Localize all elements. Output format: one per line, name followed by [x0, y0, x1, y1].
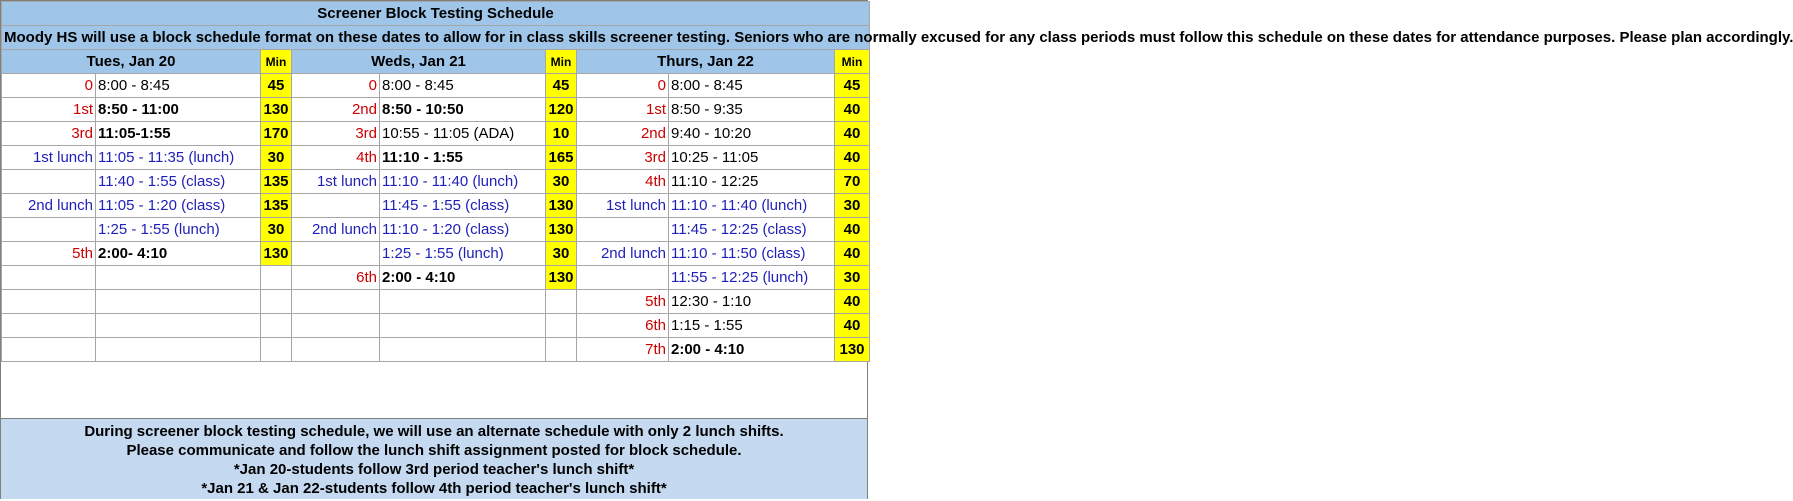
time-range-thu: 10:25 - 11:05 [669, 146, 835, 170]
period-label-wed [292, 194, 380, 218]
time-range-tue: 8:00 - 8:45 [96, 74, 261, 98]
minutes-tue: 130 [261, 242, 292, 266]
time-range-thu: 1:15 - 1:55 [669, 314, 835, 338]
period-label-wed: 4th [292, 146, 380, 170]
period-label-wed: 1st lunch [292, 170, 380, 194]
min-header-thu: Min [835, 50, 870, 74]
time-range-thu: 11:45 - 12:25 (class) [669, 218, 835, 242]
period-label-tue: 1st lunch [2, 146, 96, 170]
footer-line-1: During screener block testing schedule, we will use an alternate schedule with only 2 lunch shifts. [84, 423, 784, 440]
period-label-thu: 0 [577, 74, 669, 98]
time-range-wed: 1:25 - 1:55 (lunch) [380, 242, 546, 266]
time-range-tue: 11:40 - 1:55 (class) [96, 170, 261, 194]
minutes-wed: 30 [546, 170, 577, 194]
time-range-thu: 11:10 - 12:25 [669, 170, 835, 194]
table-row [2, 290, 870, 314]
minutes-thu: 30 [835, 194, 870, 218]
minutes-thu: 40 [835, 242, 870, 266]
period-label-wed: 3rd [292, 122, 380, 146]
time-range-thu: 11:10 - 11:50 (class) [669, 242, 835, 266]
table-row [2, 194, 870, 218]
time-range-wed: 8:00 - 8:45 [380, 74, 546, 98]
time-range-wed: 11:10 - 1:55 [380, 146, 546, 170]
time-range-wed: 2:00 - 4:10 [380, 266, 546, 290]
minutes-wed: 120 [546, 98, 577, 122]
period-label-tue: 5th [2, 242, 96, 266]
period-label-wed: 2nd [292, 98, 380, 122]
time-range-thu: 12:30 - 1:10 [669, 290, 835, 314]
empty-cell [292, 338, 380, 362]
period-label-thu [577, 218, 669, 242]
empty-cell [261, 266, 292, 290]
empty-cell [2, 338, 96, 362]
period-label-thu: 1st [577, 98, 669, 122]
minutes-tue: 30 [261, 146, 292, 170]
empty-cell [261, 338, 292, 362]
time-range-thu: 8:00 - 8:45 [669, 74, 835, 98]
table-row [2, 338, 870, 362]
time-range-thu: 11:10 - 11:40 (lunch) [669, 194, 835, 218]
empty-cell [380, 338, 546, 362]
empty-cell [2, 314, 96, 338]
empty-cell [96, 290, 261, 314]
period-label-thu: 2nd lunch [577, 242, 669, 266]
table-row [2, 218, 870, 242]
period-label-thu [577, 266, 669, 290]
minutes-thu: 40 [835, 98, 870, 122]
period-label-tue: 2nd lunch [2, 194, 96, 218]
period-label-wed: 2nd lunch [292, 218, 380, 242]
empty-cell [546, 338, 577, 362]
minutes-wed: 10 [546, 122, 577, 146]
time-range-thu: 11:55 - 12:25 (lunch) [669, 266, 835, 290]
minutes-wed: 130 [546, 266, 577, 290]
schedule-table [1, 1, 1793, 362]
empty-cell [292, 290, 380, 314]
minutes-wed: 30 [546, 242, 577, 266]
period-label-thu: 1st lunch [577, 194, 669, 218]
table-row [2, 242, 870, 266]
time-range-tue: 11:05 - 11:35 (lunch) [96, 146, 261, 170]
intro-note: Moody HS will use a block schedule format on these dates to allow for in class skills screener testing. Seniors who are normally excused for any class periods must follow this schedule on these dates for attendance purposes. Please plan accordingly. [2, 26, 870, 50]
time-range-wed: 11:10 - 11:40 (lunch) [380, 170, 546, 194]
minutes-thu: 40 [835, 122, 870, 146]
footer-line-2: Please communicate and follow the lunch shift assignment posted for block schedule. [126, 442, 742, 459]
schedule-rows [2, 74, 870, 362]
minutes-thu: 130 [835, 338, 870, 362]
table-row [2, 266, 870, 290]
table-row [2, 314, 870, 338]
time-range-tue: 2:00- 4:10 [96, 242, 261, 266]
footer-line-4: *Jan 21 & Jan 22-students follow 4th period teacher's lunch shift* [201, 480, 667, 497]
time-range-tue: 11:05-1:55 [96, 122, 261, 146]
minutes-thu: 30 [835, 266, 870, 290]
day-header-row [2, 50, 870, 74]
minutes-thu: 70 [835, 170, 870, 194]
page-title: Screener Block Testing Schedule [2, 2, 870, 26]
empty-cell [380, 314, 546, 338]
period-label-thu: 4th [577, 170, 669, 194]
min-header-wed: Min [546, 50, 577, 74]
table-row [2, 122, 870, 146]
minutes-tue: 30 [261, 218, 292, 242]
minutes-tue: 135 [261, 170, 292, 194]
period-label-wed: 0 [292, 74, 380, 98]
day-header-thu: Thurs, Jan 22 [577, 50, 835, 74]
day-header-tue: Tues, Jan 20 [2, 50, 261, 74]
period-label-tue [2, 218, 96, 242]
period-label-wed [292, 242, 380, 266]
minutes-tue: 170 [261, 122, 292, 146]
minutes-tue: 135 [261, 194, 292, 218]
minutes-wed: 165 [546, 146, 577, 170]
empty-cell [292, 314, 380, 338]
empty-cell [546, 290, 577, 314]
time-range-wed: 11:10 - 1:20 (class) [380, 218, 546, 242]
minutes-tue: 130 [261, 98, 292, 122]
time-range-wed: 11:45 - 1:55 (class) [380, 194, 546, 218]
minutes-thu: 40 [835, 146, 870, 170]
time-range-wed: 10:55 - 11:05 (ADA) [380, 122, 546, 146]
time-range-wed: 8:50 - 10:50 [380, 98, 546, 122]
period-label-thu: 2nd [577, 122, 669, 146]
empty-cell [2, 266, 96, 290]
empty-cell [96, 314, 261, 338]
period-label-tue [2, 170, 96, 194]
empty-cell [380, 290, 546, 314]
empty-cell [261, 290, 292, 314]
table-row [2, 98, 870, 122]
period-label-tue: 1st [2, 98, 96, 122]
period-label-wed: 6th [292, 266, 380, 290]
footer-notes [1, 418, 867, 499]
period-label-thu: 3rd [577, 146, 669, 170]
minutes-thu: 45 [835, 74, 870, 98]
period-label-thu: 5th [577, 290, 669, 314]
minutes-thu: 40 [835, 314, 870, 338]
period-label-tue: 0 [2, 74, 96, 98]
time-range-tue: 1:25 - 1:55 (lunch) [96, 218, 261, 242]
time-range-thu: 8:50 - 9:35 [669, 98, 835, 122]
min-header-tue: Min [261, 50, 292, 74]
empty-cell [546, 314, 577, 338]
time-range-tue: 11:05 - 1:20 (class) [96, 194, 261, 218]
day-header-wed: Weds, Jan 21 [292, 50, 546, 74]
minutes-tue: 45 [261, 74, 292, 98]
table-row [2, 146, 870, 170]
empty-cell [2, 290, 96, 314]
table-row [2, 74, 870, 98]
footer-line-3: *Jan 20-students follow 3rd period teacher's lunch shift* [233, 461, 635, 478]
minutes-wed: 130 [546, 218, 577, 242]
minutes-thu: 40 [835, 218, 870, 242]
minutes-wed: 130 [546, 194, 577, 218]
minutes-thu: 40 [835, 290, 870, 314]
time-range-thu: 2:00 - 4:10 [669, 338, 835, 362]
empty-cell [96, 338, 261, 362]
minutes-wed: 45 [546, 74, 577, 98]
period-label-tue: 3rd [2, 122, 96, 146]
empty-cell [96, 266, 261, 290]
time-range-tue: 8:50 - 11:00 [96, 98, 261, 122]
period-label-thu: 6th [577, 314, 669, 338]
empty-cell [261, 314, 292, 338]
time-range-thu: 9:40 - 10:20 [669, 122, 835, 146]
period-label-thu: 7th [577, 338, 669, 362]
table-row [2, 170, 870, 194]
